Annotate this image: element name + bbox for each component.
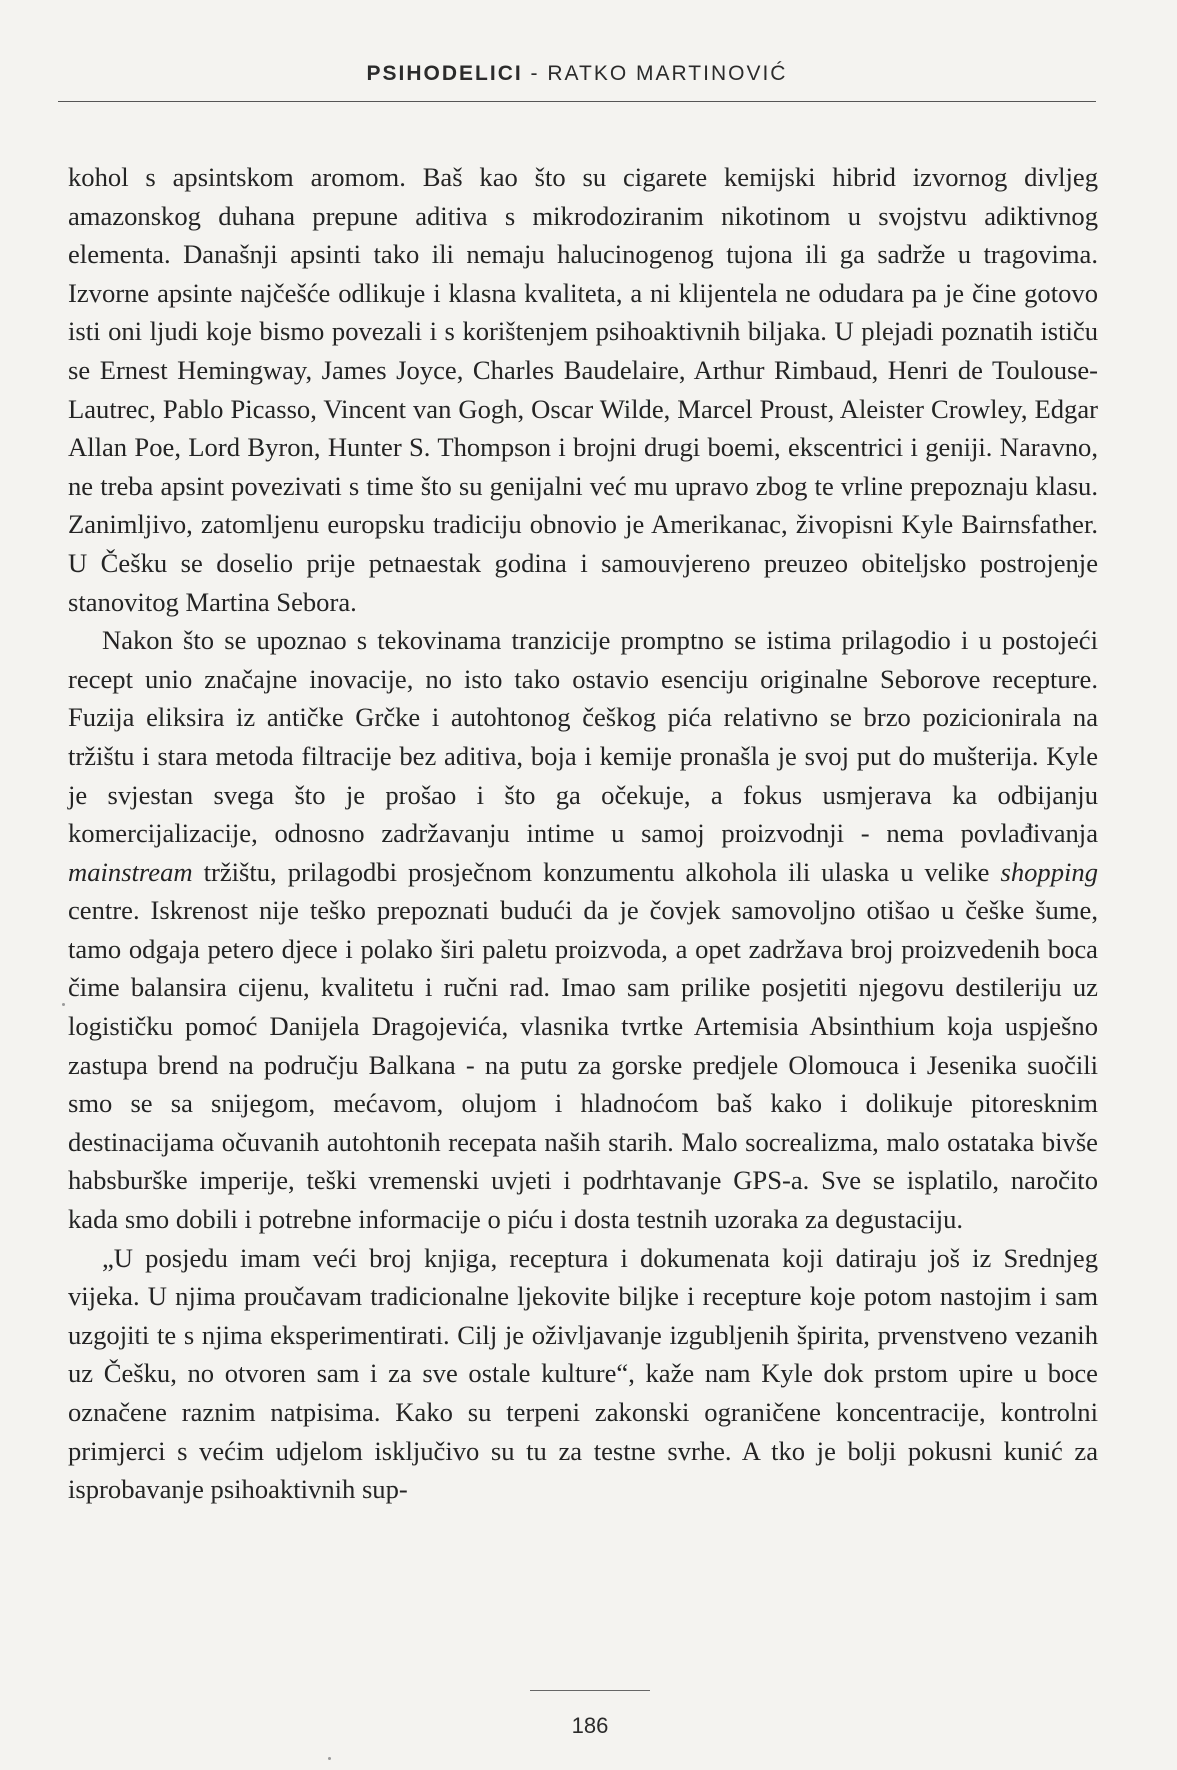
scan-speck [328,1757,331,1760]
header-divider [58,101,1096,102]
page-number: 186 [571,1713,609,1738]
running-head [58,62,1096,86]
text-segment: kohol s apsintskom aromom. Baš kao što su cigarete kemijski hibrid izvornog divljeg amazonskog duhana prepune aditiva s mikrodoziranim nikotinom u svojstvu adiktivnog elementa. Današnji apsinti tako ili nemaju halucinogenog tujona ili ga sadrže u tragovima. Izvorne apsinte najčešće odlikuje i klasna kvaliteta, a ni klijentela ne odudara pa je čine gotovo isti oni ljudi koje bismo povezali i s korištenjem psihoaktivnih biljaka. U plejadi poznatih ističu se Ernest Hemingway, James Joyce, Charles Baudelaire, Arthur Rimbaud, Henri de Toulouse-Lautrec, Pablo Picasso, Vincent van Gogh, Oscar Wilde, Marcel Proust, Aleister Crowley, Edgar Allan Poe, Lord Byron, Hunter S. Thompson i brojni drugi boemi, ekscentrici i geniji. Naravno, ne treba apsint povezivati s time što su genijalni već mu upravo zbog te vrline prepoznaju klasu. Zanimljivo, zatomljenu europsku tradiciju obnovio je Amerikanac, živopisni Kyle Bairnsfather. U Češku se doselio prije petnaestak godina i samouvjereno preuzeo obiteljsko postrojenje stanovitog Martina Sebora. [68,162,1098,617]
text-segment: Nakon što se upoznao s tekovinama tranzicije promptno se istima prilagodio i u postojeći recept unio značajne inovacije, no isto tako ostavio esenciju originalne Seborove recepture. Fuzija eliksira iz antičke Grčke i autohtonog češkog pića relativno se brzo pozicionirala na tržištu i stara metoda filtracije bez aditiva, boja i kemije pronašla je svoj put do mušterija. Kyle je svjestan svega što je prošao i što ga očekuje, a fokus usmjerava ka odbijanju komercijalizacije, odnosno zadržavanju intime u samoj proizvodnji - nema povlađivanja [68,625,1098,849]
paragraph [68,1239,1098,1509]
running-head-separator: - [522,62,548,85]
running-head-title: PSIHODELICI [366,62,523,85]
running-head-author: RATKO MARTINOVIĆ [547,62,788,85]
paragraph [68,621,1098,1239]
scan-speck [62,1003,65,1006]
text-segment: tržištu, prilagodbi prosječnom konzumentu alkohola ili ulaska u velike [192,856,1001,887]
body-text [68,158,1098,1509]
italic-text-segment: mainstream [68,856,193,887]
paragraph [68,158,1098,621]
italic-text-segment: shopping [1000,856,1098,887]
text-segment: centre. Iskrenost nije teško prepoznati budući da je čovjek samovoljno otišao u češke šume, tamo odgaja petero djece i polako širi paletu proizvoda, a opet zadržava broj proizvedenih boca čime balansira cijenu, kvalitetu i ručni rad. Imao sam prilike posjetiti njegovu destileriju uz logističku pomoć Danijela Dragojevića, vlasnika tvrtke Artemisia Absinthium koja uspješno zastupa brend na području Balkana - na putu za gorske predjele Olomouca i Jesenika suočili smo se sa snijegom, mećavom, olujom i hladnoćom baš kako i dolikuje pitoresknim destinacijama očuvanih autohtonih recepata naših starih. Malo socrealizma, malo ostataka bivše habsburške imperije, teški vremenski uvjeti i podrhtavanje GPS-a. Sve se isplatilo, naročito kada smo dobili i potrebne informacije o piću i dosta testnih uzoraka za degustaciju. [68,895,1098,1235]
footer-divider [530,1690,650,1691]
text-segment: „U posjedu imam veći broj knjiga, receptura i dokumenata koji datiraju još iz Srednjeg vijeka. U njima proučavam tradicionalne ljekovite biljke i recepture koje potom nastojim i sam uzgojiti te s njima eksperimentirati. Cilj je oživljavanje izgubljenih špirita, prvenstveno vezanih uz Češku, no otvoren sam i za sve ostale kulture“, kaže nam Kyle dok prstom upire u boce označene raznim natpisima. Kako su terpeni zakonski ograničene koncentracije, kontrolni primjerci s većim udjelom isključivo su tu za testne svrhe. A tko je bolji pokusni kunić za isprobavanje psihoaktivnih sup- [68,1242,1098,1505]
